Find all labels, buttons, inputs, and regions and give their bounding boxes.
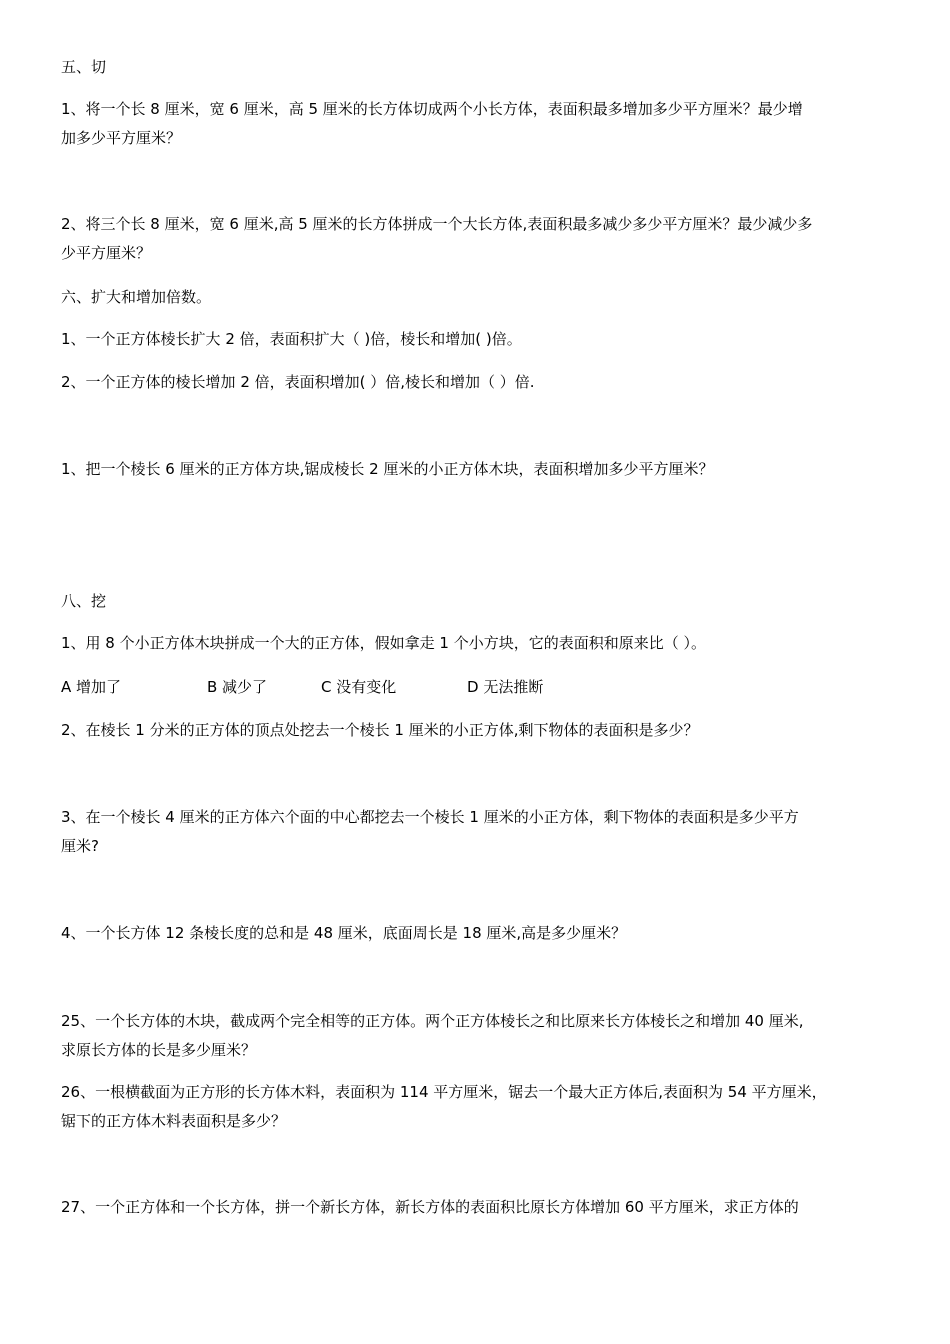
question-text: 加多少平方厘米？ (61, 129, 182, 147)
choice-option-d: D 无法推断 (467, 678, 544, 696)
question-text: 2、一个正方体的棱长增加 2 倍，表面积增加( ）倍,棱长和增加（ ）倍. (61, 373, 535, 391)
question-text: 26、一根横截面为正方形的长方体木料，表面积为 114 平方厘米，锯去一个最大正方体后,表面积为 54 平方厘米， (61, 1083, 827, 1101)
question-text: 2、在棱长 1 分米的正方体的顶点处挖去一个棱长 1 厘米的小正方体,剩下物体的表面积是多少？ (61, 721, 699, 739)
section-heading-cut: 五、切 (61, 58, 107, 76)
question-text: 厘米? (61, 837, 99, 855)
choice-option-c: C 没有变化 (321, 678, 397, 696)
question-text: 2、将三个长 8 厘米，宽 6 厘米,高 5 厘米的长方体拼成一个大长方体,表面积最多减少多少平方厘米？最少减少多 (61, 215, 813, 233)
choice-option-a: A 增加了 (61, 678, 122, 696)
question-text: 1、一个正方体棱长扩大 2 倍，表面积扩大（ )倍，棱长和增加( )倍。 (61, 330, 522, 348)
question-text: 1、把一个棱长 6 厘米的正方体方块,锯成棱长 2 厘米的小正方体木块，表面积增加多少平方厘米？ (61, 460, 714, 478)
question-text: 3、在一个棱长 4 厘米的正方体六个面的中心都挖去一个棱长 1 厘米的小正方体，剩下物体的表面积是多少平方 (61, 808, 799, 826)
question-text: 求原长方体的长是多少厘米？ (61, 1041, 257, 1059)
question-text: 1、将一个长 8 厘米，宽 6 厘米，高 5 厘米的长方体切成两个小长方体，表面积最多增加多少平方厘米？最少增 (61, 100, 803, 118)
question-text: 1、用 8 个小正方体木块拼成一个大的正方体，假如拿走 1 个小方块，它的表面积和原来比（ ）。 (61, 634, 706, 652)
section-heading-scale: 六、扩大和增加倍数。 (61, 288, 212, 306)
question-text: 4、一个长方体 12 条棱长度的总和是 48 厘米，底面周长是 18 厘米,高是多少厘米？ (61, 924, 627, 942)
question-text: 25、一个长方体的木块，截成两个完全相等的正方体。两个正方体棱长之和比原来长方体棱长之和增加 40 厘米, (61, 1012, 804, 1030)
question-text: 锯下的正方体木料表面积是多少？ (61, 1112, 287, 1130)
question-text: 少平方厘米？ (61, 244, 152, 262)
choice-option-b: B 减少了 (207, 678, 268, 696)
question-text: 27、一个正方体和一个长方体，拼一个新长方体，新长方体的表面积比原长方体增加 60 平方厘米，求正方体的 (61, 1198, 799, 1216)
section-heading-dig: 八、挖 (61, 592, 107, 610)
